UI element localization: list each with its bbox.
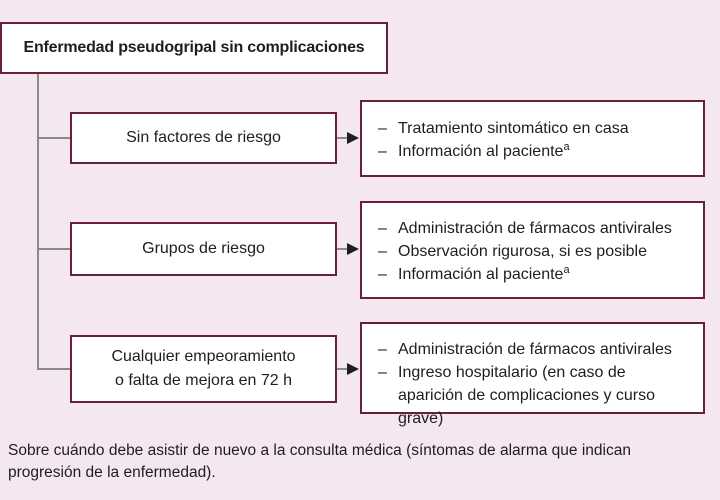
bullet-dash: – <box>378 266 387 283</box>
connector-trunk <box>37 74 39 369</box>
bullet-dash: – <box>378 120 387 137</box>
connector-branch-1 <box>37 137 70 139</box>
action-item: – Ingreso hospitalario (en caso de aparición de complicaciones y curso grave) <box>378 361 695 430</box>
category-label: Grupos de riesgo <box>142 240 265 257</box>
category-worsening <box>70 335 337 403</box>
footnote-marker: a <box>563 264 570 276</box>
footnote-marker: a <box>563 141 570 153</box>
bullet-dash: – <box>378 143 387 160</box>
connector-branch-2 <box>37 248 70 250</box>
action-item: – Administración de fármacos antivirales <box>378 338 695 361</box>
result-worsening <box>360 322 705 427</box>
category-no-risk-factors <box>70 112 337 164</box>
root-label: Enfermedad pseudogripal sin complicaciones <box>23 39 365 56</box>
action-item: – Observación rigurosa, si es posible <box>378 240 695 263</box>
category-label: Sin factores de riesgo <box>126 129 281 146</box>
action-item: – Información al paciente$^a$ <box>378 140 695 163</box>
category-risk-groups <box>70 222 337 276</box>
bullet-dash: – <box>378 341 387 358</box>
action-item: – Administración de fármacos antivirales <box>378 217 695 240</box>
arrow-3 <box>337 363 359 375</box>
action-item: – Tratamiento sintomático en casa <box>378 117 695 140</box>
arrow-1 <box>337 132 359 144</box>
footnote: Sobre cuándo debe asistir de nuevo a la consulta médica (síntomas de alarma que indican progresión de la enfermedad). <box>8 442 631 481</box>
bullet-dash: – <box>378 220 387 237</box>
bullet-dash: – <box>378 364 387 381</box>
result-no-risk-factors <box>360 100 705 177</box>
root-node <box>0 22 388 74</box>
connector-branch-3 <box>37 368 70 370</box>
bullet-dash: – <box>378 243 387 260</box>
result-risk-groups <box>360 201 705 299</box>
arrow-2 <box>337 243 359 255</box>
category-label: Cualquier empeoramiento o falta de mejora en 72 h <box>111 348 296 389</box>
action-item: – Información al paciente$^a$ <box>378 263 695 286</box>
